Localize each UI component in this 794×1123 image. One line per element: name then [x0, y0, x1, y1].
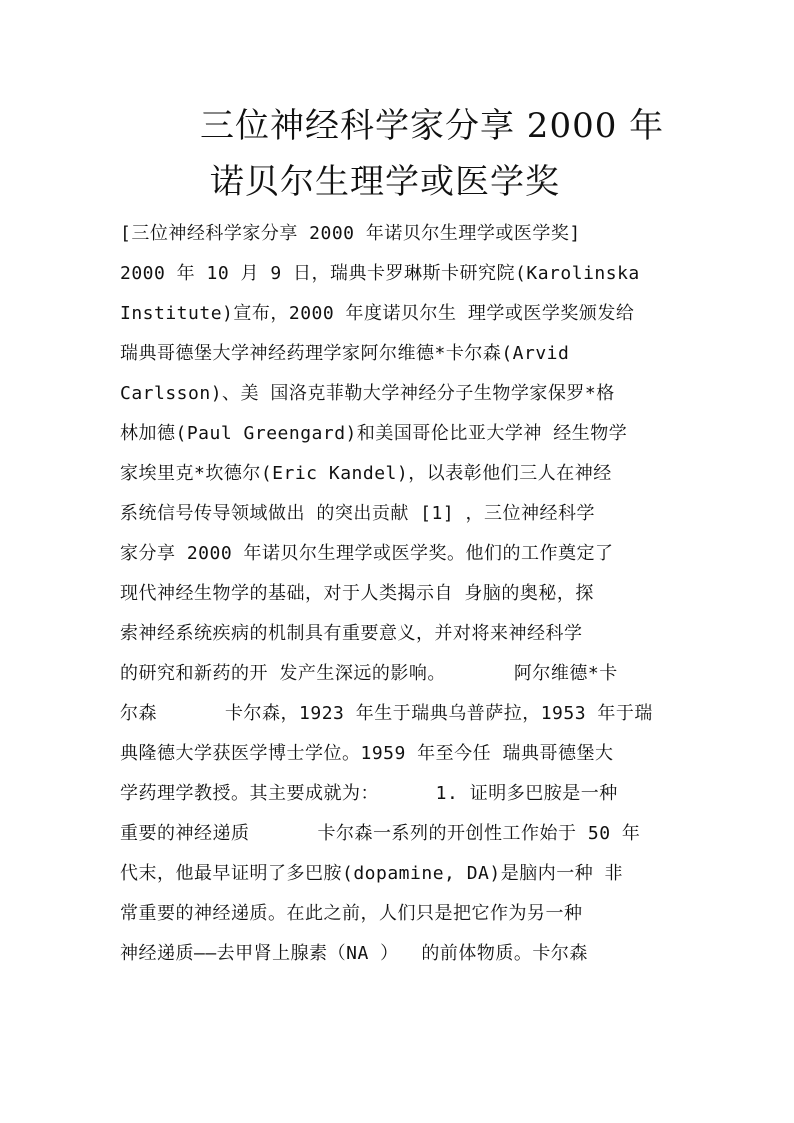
body-line: 重要的神经递质 卡尔森一系列的开创性工作始于 50 年 [120, 823, 641, 844]
body-line: 索神经系统疾病的机制具有重要意义，并对将来神经科学 [120, 623, 583, 644]
document-title [200, 98, 700, 210]
body-line: 家埃里克*坎德尔(Eric Kandel)，以表彰他们三人在神经 [120, 463, 612, 484]
body-line: Carlsson)、美 国洛克菲勒大学神经分子生物学家保罗*格 [120, 383, 615, 404]
title-line: 诺贝尔生理学或医学奖 [210, 162, 560, 202]
body-line: 林加德(Paul Greengard)和美国哥伦比亚大学神 经生物学 [120, 423, 628, 444]
body-line: 典隆德大学获医学博士学位。1959 年至今任 瑞典哥德堡大 [120, 743, 614, 764]
body-line: 现代神经生物学的基础，对于人类揭示自 身脑的奥秘，探 [120, 583, 594, 604]
body-line: 的研究和新药的开 发产生深远的影响。 阿尔维德*卡 [120, 663, 618, 684]
body-line: 系统信号传导领域做出 的突出贡献 [1] ，三位神经科学 [120, 503, 596, 524]
body-line: 尔森 卡尔森，1923 年生于瑞典乌普萨拉，1953 年于瑞 [120, 703, 653, 724]
body-line: 代末，他最早证明了多巴胺(dopamine, DA)是脑内一种 非 [120, 863, 624, 884]
body-line: 家分享 2000 年诺贝尔生理学或医学奖。他们的工作奠定了 [120, 543, 614, 564]
body-line: 2000 年 10 月 9 日，瑞典卡罗琳斯卡研究院(Karolinska [120, 263, 640, 284]
body-line: 学药理学教授。其主要成就为： 1. 证明多巴胺是一种 [120, 783, 618, 804]
body-line: 常重要的神经递质。在此之前，人们只是把它作为另一种 [120, 903, 583, 924]
document-body [120, 214, 680, 974]
body-line: Institute)宣布，2000 年度诺贝尔生 理学或医学奖颁发给 [120, 303, 635, 324]
body-line: 神经递质——去甲肾上腺素（NA ） 的前体物质。卡尔森 [120, 943, 588, 964]
body-line: 瑞典哥德堡大学神经药理学家阿尔维德*卡尔森(Arvid [120, 343, 570, 364]
title-line: 三位神经科学家分享 2000 年 [200, 106, 665, 146]
body-line: [三位神经科学家分享 2000 年诺贝尔生理学或医学奖] [120, 223, 581, 244]
